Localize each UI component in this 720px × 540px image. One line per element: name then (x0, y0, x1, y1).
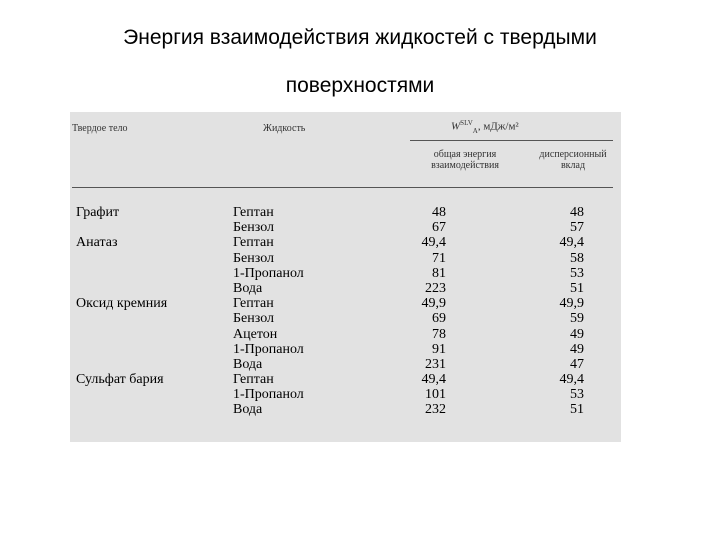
scanned-table (70, 112, 621, 442)
table-row (70, 372, 621, 387)
table-row (70, 296, 621, 311)
header-rule (72, 187, 613, 188)
cell-dispersion: 59 (570, 311, 584, 327)
cell-liquid: Вода (233, 402, 263, 418)
cell-dispersion: 51 (570, 402, 584, 418)
table-row (70, 281, 621, 296)
cell-dispersion: 49 (570, 341, 584, 357)
table-row (70, 327, 621, 342)
cell-liquid: Вода (233, 356, 263, 372)
energy-sup: SLV (460, 119, 473, 127)
table-row (70, 357, 621, 372)
cell-dispersion: 51 (570, 280, 584, 296)
cell-dispersion: 49,4 (559, 372, 584, 388)
cell-total-energy: 71 (432, 250, 446, 266)
cell-solid: Графит (76, 205, 120, 220)
cell-dispersion: 49 (570, 326, 584, 342)
table-row (70, 220, 621, 235)
energy-symbol: W (451, 120, 461, 133)
header-disp-line2: вклад (560, 160, 586, 171)
table-body (70, 205, 621, 418)
cell-total-energy: 81 (432, 265, 446, 281)
cell-dispersion: 58 (570, 250, 584, 266)
cell-liquid: Вода (233, 280, 263, 296)
cell-dispersion: 53 (570, 387, 584, 403)
table-row (70, 266, 621, 281)
table-row (70, 402, 621, 417)
cell-dispersion: 57 (570, 220, 584, 236)
cell-dispersion: 49,9 (559, 296, 584, 312)
cell-liquid: Гептан (233, 235, 274, 251)
cell-solid: Анатаз (76, 235, 118, 251)
cell-solid: Оксид кремния (76, 296, 168, 312)
cell-total-energy: 223 (425, 280, 446, 296)
header-total-line2: взаимодействия (431, 160, 499, 171)
cell-liquid: Гептан (233, 372, 274, 388)
cell-liquid: Гептан (233, 296, 274, 312)
cell-dispersion: 47 (570, 356, 584, 372)
cell-solid: Сульфат бария (76, 372, 164, 388)
cell-liquid: Бензол (233, 220, 274, 236)
table-row (70, 235, 621, 250)
cell-total-energy: 49,4 (421, 235, 446, 251)
cell-liquid: 1-Пропанол (233, 341, 304, 357)
cell-liquid: 1-Пропанол (233, 265, 304, 281)
cell-liquid: Ацетон (233, 326, 278, 342)
cell-total-energy: 48 (432, 205, 446, 220)
energy-unit: , мДж/м² (477, 120, 519, 133)
cell-dispersion: 48 (570, 205, 584, 220)
slide-title (60, 14, 660, 110)
header-liquid: Жидкость (263, 123, 306, 134)
cell-total-energy: 101 (425, 387, 446, 403)
cell-total-energy: 231 (425, 356, 446, 372)
cell-total-energy: 91 (432, 341, 446, 357)
header-solid: Твердое тело (72, 123, 128, 134)
header-total-line1: общая энергия (433, 149, 497, 160)
table-row (70, 205, 621, 220)
cell-total-energy: 232 (425, 402, 446, 418)
cell-total-energy: 49,4 (421, 372, 446, 388)
table-row (70, 311, 621, 326)
cell-dispersion: 53 (570, 265, 584, 281)
cell-total-energy: 78 (432, 326, 446, 342)
cell-total-energy: 49,9 (421, 296, 446, 312)
header-disp-line1: дисперсионный (539, 149, 607, 160)
header-dispersion (528, 149, 618, 171)
cell-liquid: Бензол (233, 311, 274, 327)
energy-sub: A (472, 126, 478, 135)
table-row (70, 251, 621, 266)
title-line-2: поверхностями (285, 74, 435, 97)
title-line-1: Энергия взаимодействия жидкостей с твердыми (123, 26, 597, 49)
cell-total-energy: 69 (432, 311, 446, 327)
cell-liquid: Бензол (233, 250, 274, 266)
table-row (70, 387, 621, 402)
table-row (70, 342, 621, 357)
header-subrule (410, 140, 613, 141)
cell-liquid: 1-Пропанол (233, 387, 304, 403)
header-total (410, 149, 520, 171)
cell-total-energy: 67 (432, 220, 446, 236)
cell-liquid: Гептан (233, 205, 274, 220)
cell-dispersion: 49,4 (559, 235, 584, 251)
header-energy (451, 118, 519, 137)
